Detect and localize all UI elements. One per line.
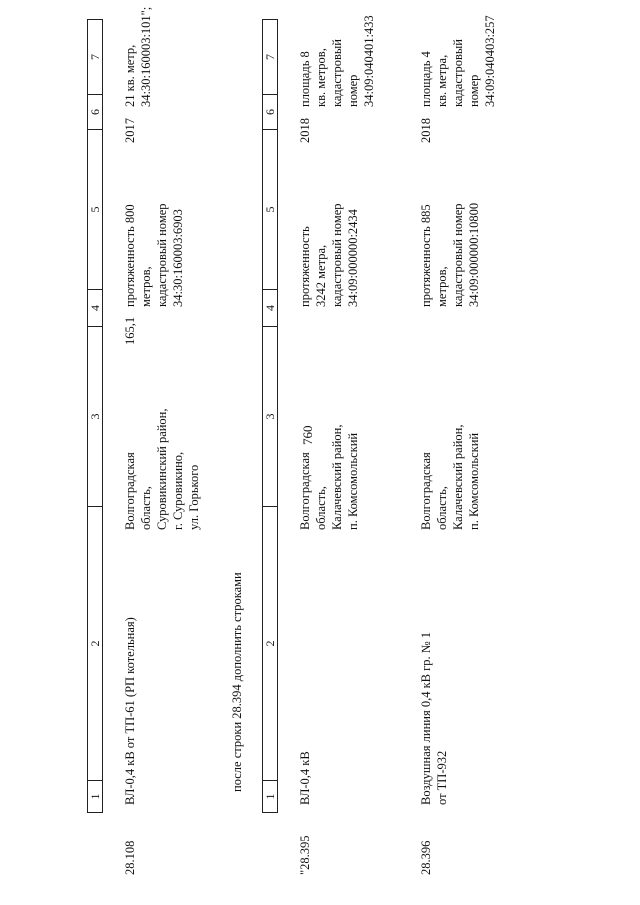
location: Волгоградская область, Суровикинский район, г. Суровикино, ул. Горького: [123, 408, 201, 530]
header-col-4: 4: [88, 289, 102, 326]
header-col-5: 5: [263, 129, 277, 289]
insertion-note: после строки 28.394 дополнить строками: [230, 572, 244, 792]
length-info: протяженность 885 метров, кадастровый номер 34:09:000000:10800: [419, 202, 481, 307]
area-info: 21 кв. метр, 34:30:160003:101";: [123, 6, 153, 107]
area-info: площадь 4 кв. метра, кадастровый номер 34:09:040403:257: [419, 15, 497, 107]
object-name: ВЛ-0,4 кВ от ТП-61 (РП котельная): [123, 617, 137, 805]
year: 2018: [419, 118, 433, 143]
location: Волгоградская область, Калачевский район, п. Комсомольский: [298, 424, 360, 530]
header-col-3: 3: [263, 326, 277, 506]
table-header: [262, 19, 278, 813]
header-col-7: 7: [88, 19, 102, 94]
header-col-1: 1: [263, 780, 277, 812]
header-col-2: 2: [88, 506, 102, 780]
object-name: ВЛ-0,4 кВ: [298, 751, 312, 805]
header-col-3: 3: [88, 326, 102, 506]
row-number: 28.108: [123, 840, 137, 875]
length-info: протяженность 800 метров, кадастровый номер 34:30:160003:6903: [123, 203, 185, 307]
header-col-6: 6: [88, 94, 102, 129]
value-col-4: 165,1: [123, 316, 137, 345]
row-number: 28.396: [419, 840, 433, 875]
header-col-6: 6: [263, 94, 277, 129]
year: 2017: [123, 118, 137, 143]
area-info: площадь 8 кв. метров, кадастровый номер 34:09:040401:433: [298, 15, 376, 107]
header-col-4: 4: [263, 289, 277, 326]
header-col-2: 2: [263, 506, 277, 780]
length-info: протяженность 3242 метра, кадастровый номер 34:09:000000:2434: [298, 203, 360, 307]
header-col-5: 5: [88, 129, 102, 289]
header-col-1: 1: [88, 780, 102, 812]
year: 2018: [298, 118, 312, 143]
object-name: Воздушная линия 0,4 кВ гр. № 1 от ТП-932: [419, 631, 449, 805]
table-header: [87, 19, 103, 813]
header-col-7: 7: [263, 19, 277, 94]
location: Волгоградская область, Калачевский район, п. Комсомольский: [419, 424, 481, 530]
page-number: 760: [300, 425, 315, 445]
row-number: "28.395: [298, 835, 312, 875]
